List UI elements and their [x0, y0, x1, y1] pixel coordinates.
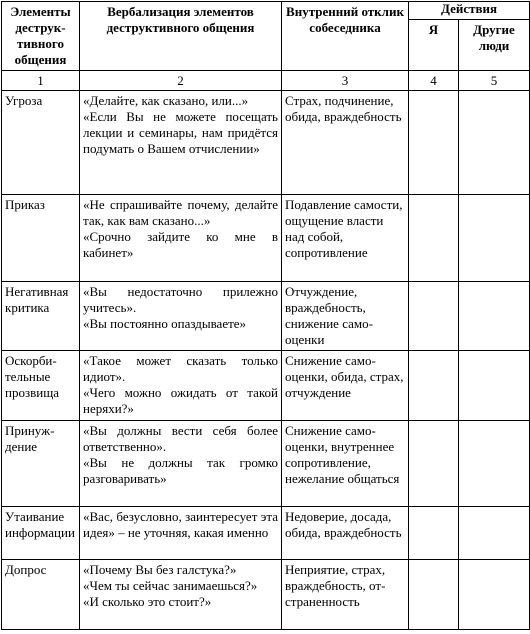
table-row [2, 507, 530, 560]
self-action-cell [409, 282, 459, 351]
column-numbers-row [2, 71, 530, 91]
self-action-cell [409, 560, 459, 630]
phrase: «Такое может сказать только идиот». [83, 353, 278, 384]
table-row [2, 282, 530, 351]
phrase: «Вы должны вести себя более ответственно». [83, 423, 278, 454]
element-cell: Угроза [2, 91, 80, 195]
verbalization-cell [80, 351, 282, 421]
phrase: «Чего можно ожидать от такой неряхи?» [83, 385, 278, 416]
header-response: Внутренний отклик собеседника [282, 2, 409, 71]
response-cell: Неприятие, страх, враждебность, отстраненность [282, 560, 409, 630]
phrase: «И сколько это стоит?» [83, 594, 212, 609]
response-cell: Страх, подчинение, обида, враждебность [282, 91, 409, 195]
response-cell: Снижение самооценки, внутреннее сопротивление, нежелание общаться [282, 421, 409, 507]
response-cell: Недоверие, досада, обида, враждебность [282, 507, 409, 560]
element-cell: Негативная критика [2, 282, 80, 351]
others-action-cell [459, 91, 530, 195]
others-action-cell [459, 195, 530, 282]
verbalization-cell [80, 195, 282, 282]
element-cell: Приказ [2, 195, 80, 282]
element-cell: Принуждение [2, 421, 80, 507]
others-action-cell [459, 507, 530, 560]
column-number: 3 [282, 71, 409, 91]
element-cell: Оскорбительные прозвища [2, 351, 80, 421]
others-action-cell [459, 560, 530, 630]
verbalization-cell [80, 91, 282, 195]
phrase: «Вы недостаточно прилежно учитесь». [83, 284, 278, 315]
header-verbalization: Вербализация элементов деструктивного общения [80, 2, 282, 71]
header-actions: Действия [409, 2, 530, 20]
phrase: «Не спрашивайте почему, делайте так, как вам сказано...» [83, 197, 278, 228]
header-self: Я [409, 19, 459, 70]
verbalization-cell [80, 560, 282, 630]
column-number: 1 [2, 71, 80, 91]
phrase: «Делайте, как сказано, или...» [83, 93, 249, 108]
others-action-cell [459, 282, 530, 351]
column-number: 5 [459, 71, 530, 91]
table-row [2, 421, 530, 507]
element-cell: Утаивание информации [2, 507, 80, 560]
phrase: «Срочно зайдите ко мне в кабинет» [83, 229, 278, 260]
response-cell: Подавление самости, ощущение власти над собой, сопротивление [282, 195, 409, 282]
verbalization-cell [80, 507, 282, 560]
header-elements: Элементы деструктивного общения [2, 2, 80, 71]
response-cell: Отчуждение, враждебность, снижение самооценки [282, 282, 409, 351]
column-number: 4 [409, 71, 459, 91]
table-row [2, 91, 530, 195]
phrase: «Почему Вы без галстука?» [83, 562, 237, 577]
table-row [2, 351, 530, 421]
column-number: 2 [80, 71, 282, 91]
verbalization-cell [80, 421, 282, 507]
self-action-cell [409, 421, 459, 507]
phrase: «Если Вы не можете посещать лекции и семинары, нам придётся подумать о Вашем отчислении» [83, 109, 278, 156]
response-cell: Снижение самооценки, обида, страх, отчуждение [282, 351, 409, 421]
phrase: «Вы постоянно опаздываете» [83, 316, 247, 331]
phrase: «Вас, безусловно, заинтересует эта идея» – не уточняя, какая именно [83, 509, 278, 540]
self-action-cell [409, 351, 459, 421]
element-cell: Допрос [2, 560, 80, 630]
phrase: «Чем ты сейчас занимаешься?» [83, 578, 258, 593]
header-others: Другие люди [459, 19, 530, 70]
self-action-cell [409, 195, 459, 282]
others-action-cell [459, 351, 530, 421]
self-action-cell [409, 91, 459, 195]
self-action-cell [409, 507, 459, 560]
table-row [2, 560, 530, 630]
verbalization-cell [80, 282, 282, 351]
destructive-communication-table [1, 1, 530, 630]
table-row [2, 195, 530, 282]
others-action-cell [459, 421, 530, 507]
phrase: «Вы не должны так громко разговаривать» [83, 455, 278, 486]
